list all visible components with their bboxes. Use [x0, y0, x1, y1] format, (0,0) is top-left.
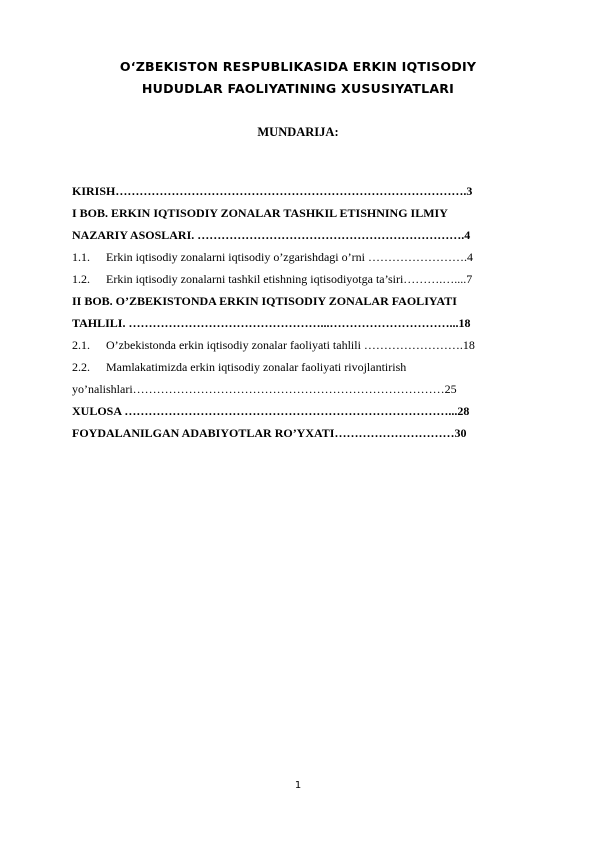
- toc-entry-bob2-continued: TAHLILI. …………………………………………...…………………………...18: [72, 316, 471, 330]
- toc-section-number: 2.2.: [72, 360, 90, 374]
- toc-entry-adabiyotlar: FOYDALANILGAN ADABIYOTLAR RO’YXATI…………………………30: [72, 426, 467, 440]
- toc-entry-1-1: [72, 246, 540, 268]
- toc-entry-2-2: [72, 356, 540, 378]
- toc-entry-xulosa: XULOSA ………………………………………………………………………...28: [72, 404, 470, 418]
- document-title: [60, 56, 536, 100]
- toc-section-text: Erkin iqtisodiy zonalarni tashkil etishning iqtisodiyotga ta’siri……….…....7: [106, 272, 473, 286]
- toc-section-number: 1.2.: [72, 272, 90, 286]
- toc-entry-kirish: KIRISH…………………………………………………………………………….3: [72, 184, 473, 198]
- title-line-1: O‘ZBEKISTON RESPUBLIKASIDA ERKIN IQTISODIY: [119, 59, 477, 74]
- toc-section-text: Erkin iqtisodiy zonalarni iqtisodiy o’zgarishdagi o’rni …………………….4: [106, 250, 473, 264]
- toc-entry-bob1: I BOB. ERKIN IQTISODIY ZONALAR TASHKIL ETISHNING ILMIY: [72, 206, 448, 220]
- toc-section-text: O’zbekistonda erkin iqtisodiy zonalar faoliyati tahlili …………………….18: [106, 338, 475, 352]
- table-of-contents: [72, 180, 540, 444]
- toc-section-number: 2.1.: [72, 338, 90, 352]
- toc-entry-1-2: [72, 268, 540, 290]
- toc-section-number: 1.1.: [72, 250, 90, 264]
- title-line-2: HUDUDLAR FAOLIYATINING XUSUSIYATLARI: [141, 81, 455, 96]
- toc-entry-bob1-continued: NAZARIY ASOSLARI. ………………………………………………………….4: [72, 228, 471, 242]
- contents-heading: MUNDARIJA:: [257, 125, 339, 139]
- toc-entry-bob2: II BOB. O’ZBEKISTONDA ERKIN IQTISODIY ZONALAR FAOLIYATI: [72, 294, 457, 308]
- page-number: 1: [294, 780, 302, 791]
- toc-section-text: Mamlakatimizda erkin iqtisodiy zonalar faoliyati rivojlantirish: [106, 360, 407, 374]
- toc-entry-2-2-continued: yo’nalishlari……………………………………………………………………25: [72, 382, 457, 396]
- toc-entry-2-1: [72, 334, 540, 356]
